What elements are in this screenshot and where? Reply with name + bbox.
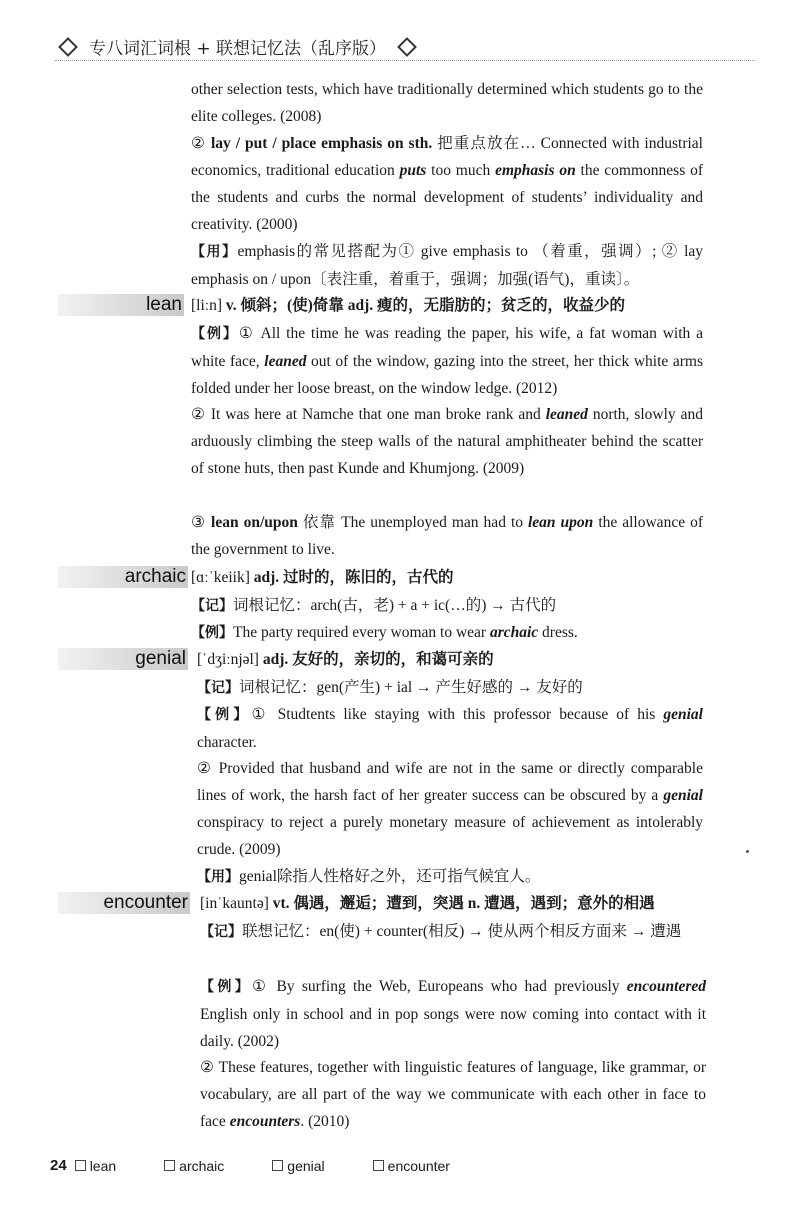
memory-tag: 【记】 (191, 598, 233, 614)
footer-checklist-item[interactable] (272, 1158, 324, 1174)
usage-tag: 【用】 (191, 244, 238, 260)
scan-speck (746, 850, 749, 853)
encounter-definition (200, 890, 706, 917)
lean-example-3 (191, 509, 703, 563)
example-text: dress. (538, 624, 578, 641)
phonetic: [liːn] (191, 297, 222, 314)
example-number: ③ (191, 514, 212, 531)
highlight-word: puts (399, 162, 427, 179)
genial-example-2 (197, 755, 703, 863)
example-text: conspiracy to reject a purely monetary measure of achievement as intolerably crude. (2009) (197, 814, 703, 858)
example-text: the allowance of the government to live. (191, 514, 703, 558)
highlight-word: lean upon (528, 514, 594, 531)
example-tag: 【例】 (200, 979, 253, 995)
example-text: the commonness of the students and curbs the normal development of students’ individuality and creativity. (2000) (191, 162, 703, 233)
headword-genial: genial (135, 648, 186, 669)
diamond-icon (397, 37, 417, 57)
definition: adj. 友好的，亲切的，和蔼可亲的 (258, 651, 494, 668)
encounter-example-1 (200, 973, 706, 1055)
example-text: ① By surfing the Web, Europeans who had previously (252, 978, 627, 995)
example-text: ② Provided that husband and wife are not in the same or directly comparable lines of work, the harsh fact of her greater success can be obscured by a (197, 760, 703, 804)
checklist-label: lean (89, 1157, 117, 1174)
example-text: other selection tests, which have traditionally determined which students go to the elite colleges. (2008) (191, 81, 703, 125)
highlight-word: encounters (229, 1113, 301, 1130)
checklist-label: archaic (179, 1157, 225, 1174)
page-number: 24 (50, 1157, 67, 1174)
prev-usage-note (191, 238, 703, 293)
definition: v. 倾斜；(使)倚靠 adj. 瘦的，无脂肪的；贫乏的，收益少的 (222, 297, 626, 314)
memory-tag: 【记】 (200, 924, 242, 940)
memory-text: 联想记忆：en(使) + counter(相反) → 使从两个相反方面来 → 遭遇 (242, 923, 682, 940)
example-text: ① Studtents like staying with this professor because of his (251, 706, 664, 723)
phrase: lean on/upon (211, 514, 298, 531)
footer-checklist-item[interactable] (373, 1158, 450, 1174)
prev-example-continued (191, 76, 703, 130)
page-footer (50, 1157, 750, 1174)
header-divider (55, 60, 755, 61)
example-tag: 【例】 (191, 326, 239, 342)
headword-archaic: archaic (124, 566, 186, 587)
highlight-word: emphasis on (495, 162, 576, 179)
encounter-memory (200, 918, 706, 946)
usage-text: emphasis的常见搭配为① give emphasis to （着重，强调）; ② lay emphasis on / upon〔表注重，着重于，强调；加强(语气)，重读〕。 (191, 243, 704, 288)
lean-example-2 (191, 401, 703, 482)
example-text: Connected with industrial economics, traditional education (191, 135, 703, 179)
highlight-word: leaned (545, 406, 588, 423)
phonetic: [ˈdʒiːnjəl] (197, 651, 259, 668)
genial-memory (197, 674, 703, 702)
example-text: . (2010) (300, 1113, 350, 1130)
memory-tag: 【记】 (197, 680, 239, 696)
example-tag: 【例】 (191, 625, 233, 641)
archaic-memory (191, 592, 703, 620)
usage-text: genial除指人性格好之外，还可指气候宜人。 (239, 868, 541, 885)
book-title: 专八词汇词根 + 联想记忆法（乱序版） (89, 39, 387, 59)
example-text: too much (426, 162, 496, 179)
lean-definition (191, 292, 703, 319)
phonetic: [inˈkauntə] (200, 895, 269, 912)
headword-lean: lean (146, 294, 182, 315)
footer-checklist-item[interactable] (75, 1158, 116, 1174)
example-number: ② (191, 135, 211, 152)
example-text: ② It was here at Namche that one man broke rank and (191, 406, 546, 423)
footer-checklist-item[interactable] (164, 1158, 224, 1174)
memory-text: 词根记忆：gen(产生) + ial → 产生好感的 → 友好的 (239, 679, 583, 696)
highlight-word: genial (663, 787, 703, 804)
example-text: English only in school and in pop songs were now coming into contact with it daily. (2002) (200, 1006, 706, 1050)
highlight-word: leaned (264, 353, 307, 370)
example-text: out of the window, gazing into the street, her thick white arms folded under her loose breast, on the window ledge. (2012) (191, 353, 703, 397)
diamond-icon (58, 37, 78, 57)
highlight-word: encountered (626, 978, 707, 995)
archaic-definition (191, 564, 703, 591)
example-text: character. (197, 734, 257, 751)
checkbox-icon[interactable] (75, 1160, 86, 1171)
checklist-label: genial (287, 1157, 325, 1174)
checkbox-icon[interactable] (272, 1160, 283, 1171)
highlight-word: archaic (489, 624, 539, 641)
checkbox-icon[interactable] (164, 1160, 175, 1171)
phrase-translation: 把重点放在… (432, 135, 541, 152)
highlight-word: genial (663, 706, 703, 723)
genial-definition (197, 646, 703, 673)
running-header (55, 34, 755, 59)
archaic-example (191, 619, 703, 647)
lean-example-1 (191, 320, 703, 402)
genial-usage (197, 863, 703, 891)
example-text: The unemployed man had to (341, 514, 528, 531)
phrase: lay / put / place emphasis on sth. (210, 135, 433, 152)
definition: adj. 过时的，陈旧的，古代的 (249, 569, 454, 586)
checkbox-icon[interactable] (373, 1160, 384, 1171)
genial-example-1 (197, 701, 703, 756)
checklist-label: encounter (387, 1157, 450, 1174)
example-text: ② These features, together with linguistic features of language, like grammar, or vocabulary, are all part of the way we communicate with each other in face to face (200, 1059, 706, 1130)
usage-tag: 【用】 (197, 869, 239, 885)
definition: vt. 偶遇，邂逅；遭到，突遇 n. 遭遇，遇到；意外的相遇 (268, 895, 655, 912)
example-tag: 【例】 (197, 707, 252, 723)
encounter-example-2 (200, 1054, 706, 1135)
example-text: ① All the time he was reading the paper, his wife, a fat woman with a white face, (191, 325, 704, 370)
headword-encounter: encounter (103, 892, 188, 913)
memory-text: 词根记忆：arch(古，老) + a + ic(…的) → 古代的 (233, 597, 557, 614)
prev-example-2 (191, 130, 703, 238)
example-text: The party required every woman to wear (233, 624, 490, 641)
phrase-translation: 依靠 (297, 514, 342, 531)
phonetic: [ɑːˈkeiik] (191, 569, 250, 586)
example-text: north, slowly and arduously climbing the steep walls of the natural amphitheater behind the scatter of stone huts, then past Kunde and Khumjong. (2009) (191, 406, 703, 477)
